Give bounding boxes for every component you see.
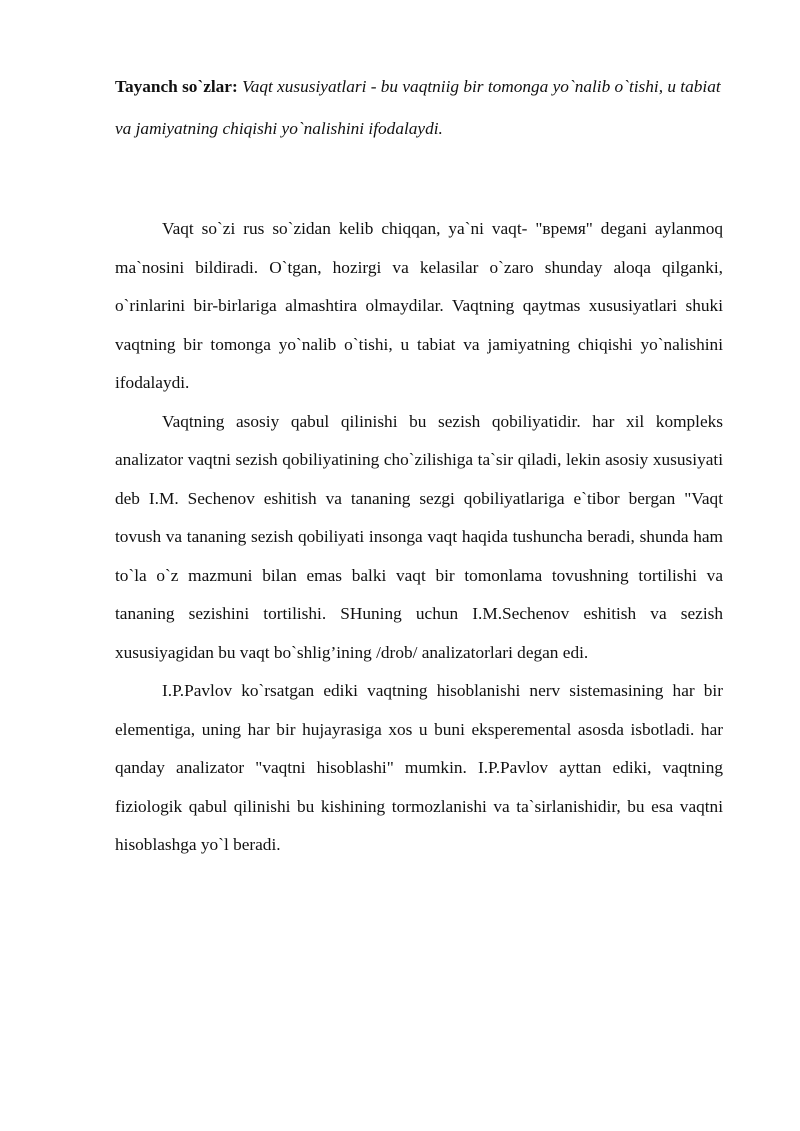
keywords-label: Tayanch so`zlar: <box>115 77 238 96</box>
section-spacer <box>115 150 723 210</box>
keywords-text: Vaqt xususiyatlari - bu vaqtniig bir tomonga yo`nalib o`tishi, u tabiat va jamiyatning chiqishi yo`nalishini ifodalaydi. <box>115 77 721 138</box>
paragraph-vaqt-perception: Vaqtning asosiy qabul qilinishi bu sezish qobiliyatidir. har xil kompleks analizator vaqtni sezish qobiliyatining cho`zilishiga ta`sir qiladi, lekin asosiy xususiyati deb I.M. Sechenov eshitish va tananing sezgi qobiliyatlariga e`tibor bergan "Vaqt tovush va tananing sezish qobiliyati insonga vaqt haqida tushuncha beradi, shunda ham to`la o`z mazmuni bilan emas balki vaqt bir tomonlama tovushning tortilishi va tananing sezishini tortilishi. SHuning uchun I.M.Sechenov eshitish va sezish xususiyagidan bu vaqt bo`shlig’ining /drob/ analizatorlari degan edi. <box>115 411 723 662</box>
paragraph-vaqt-origin: Vaqt so`zi rus so`zidan kelib chiqqan, ya`ni vaqt- "время" degani aylanmoq ma`nosini bildiradi. O`tgan, hozirgi va kelasilar o`zaro shunday aloqa qilganki, o`rinlarini bir-birlariga almashtira olmaydilar. Vaqtning qaytmas xususiyatlari shuki vaqtning bir tomonga yo`nalib o`tishi, u tabiat va jamiyatning chiqishi yo`nalishini ifodalaydi. <box>115 219 723 392</box>
document-page <box>115 66 723 865</box>
keywords-line <box>115 66 723 150</box>
paragraph-pavlov: I.P.Pavlov ko`rsatgan ediki vaqtning hisoblanishi nerv sistemasining har bir elementiga, uning har bir hujayrasiga xos u buni eksperemental asosda isbotladi. har qanday analizator "vaqtni hisoblashi" mumkin. I.P.Pavlov ayttan ediki, vaqtning fiziologik qabul qilinishi bu kishining tormozlanishi va ta`sirlanishidir, bu esa vaqtni hisoblashga yo`l beradi. <box>115 681 723 854</box>
